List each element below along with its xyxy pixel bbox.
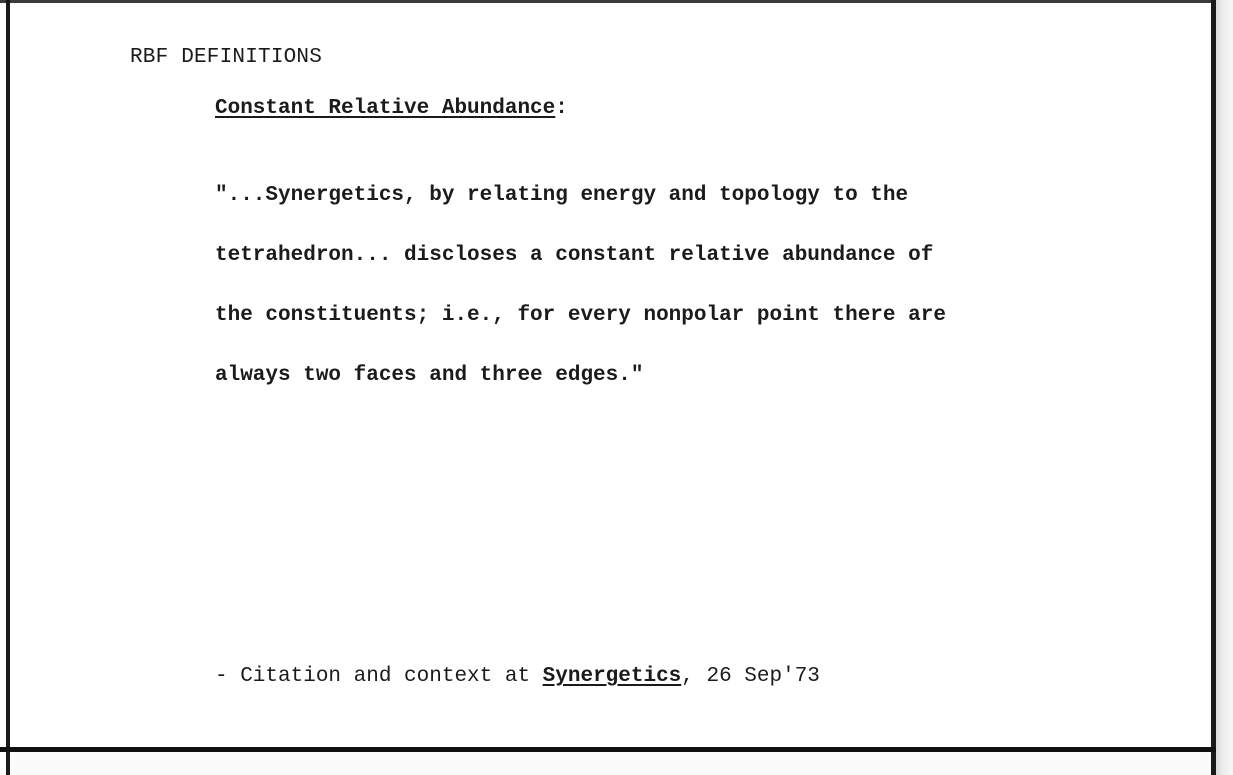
quote-line: tetrahedron... discloses a constant relative abundance of [215, 244, 934, 267]
quote-line: always two faces and three edges." [215, 364, 644, 387]
citation-line [215, 665, 820, 688]
citation-source: Synergetics [542, 665, 682, 688]
definition-term-label: Constant Relative Abundance [215, 97, 556, 120]
card-border-left [6, 0, 10, 775]
quote-line: "...Synergetics, by relating energy and topology to the [215, 184, 909, 207]
citation-prefix: - Citation and context at [215, 665, 543, 688]
definition-term-colon: : [555, 97, 568, 120]
definition-quote [215, 146, 946, 426]
card-heading: RBF DEFINITIONS [130, 46, 323, 69]
card-edge-shadow [1216, 0, 1233, 775]
next-card-strip [10, 752, 1211, 775]
citation-date: , 26 Sep'73 [681, 665, 820, 688]
quote-line: the constituents; i.e., for every nonpolar point there are [215, 304, 946, 327]
definition-term [215, 97, 568, 120]
card-border-top [0, 0, 1216, 3]
